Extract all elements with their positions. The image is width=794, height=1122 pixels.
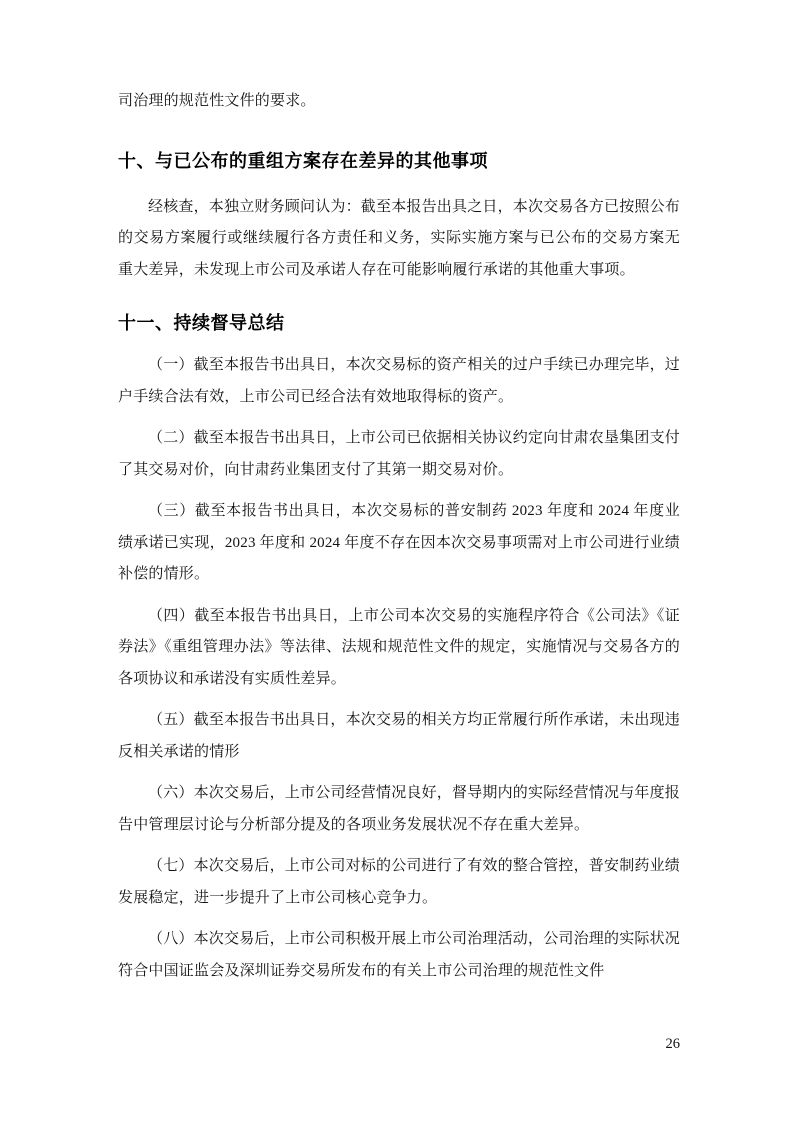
section-11-heading: 十一、持续督导总结: [118, 313, 285, 334]
section-11-paragraph-2: （二）截至本报告书出具日，上市公司已依据相关协议约定向甘肃农垦集团支付了其交易对价，向甘肃药业集团支付了其第一期交易对价。: [118, 430, 681, 478]
section-11-paragraph-1: （一）截至本报告书出具日，本次交易标的资产相关的过户手续已办理完毕，过户手续合法有效，上市公司已经合法有效地取得标的资产。: [118, 357, 681, 405]
continuation-line: 司治理的规范性文件的要求。: [118, 93, 316, 109]
page-number: 26: [665, 1036, 680, 1052]
section-11-paragraph-8: （八）本次交易后，上市公司积极开展上市公司治理活动，公司治理的实际状况符合中国证监会及深圳证券交易所发布的有关上市公司治理的规范性文件: [118, 931, 681, 979]
section-10-paragraph: 经核查，本独立财务顾问认为：截至本报告出具之日，本次交易各方已按照公布的交易方案履行或继续履行各方责任和义务，实际实施方案与已公布的交易方案无重大差异，未发现上市公司及承诺人存在可能影响履行承诺的其他重大事项。: [118, 198, 681, 278]
section-11-paragraph-3: （三）截至本报告书出具日，本次交易标的普安制药 2023 年度和 2024 年度业绩承诺已实现，2023 年度和 2024 年度不存在因本次交易事项需对上市公司进行业绩补偿的情形。: [118, 503, 680, 583]
section-11-paragraph-4: （四）截至本报告书出具日，上市公司本次交易的实施程序符合《公司法》《证券法》《重组管理办法》等法律、法规和规范性文件的规定，实施情况与交易各方的各项协议和承诺没有实质性差异。: [118, 607, 680, 687]
section-11-paragraph-6: （六）本次交易后，上市公司经营情况良好，督导期内的实际经营情况与年度报告中管理层讨论与分析部分提及的各项业务发展状况不存在重大差异。: [118, 785, 681, 833]
section-11-paragraph-7: （七）本次交易后，上市公司对标的公司进行了有效的整合管控，普安制药业绩发展稳定，进一步提升了上市公司核心竞争力。: [118, 858, 681, 906]
section-11-paragraph-5: （五）截至本报告书出具日，本次交易的相关方均正常履行所作承诺，未出现违反相关承诺的情形: [118, 712, 681, 760]
section-10-heading: 十、与已公布的重组方案存在差异的其他事项: [118, 150, 488, 171]
